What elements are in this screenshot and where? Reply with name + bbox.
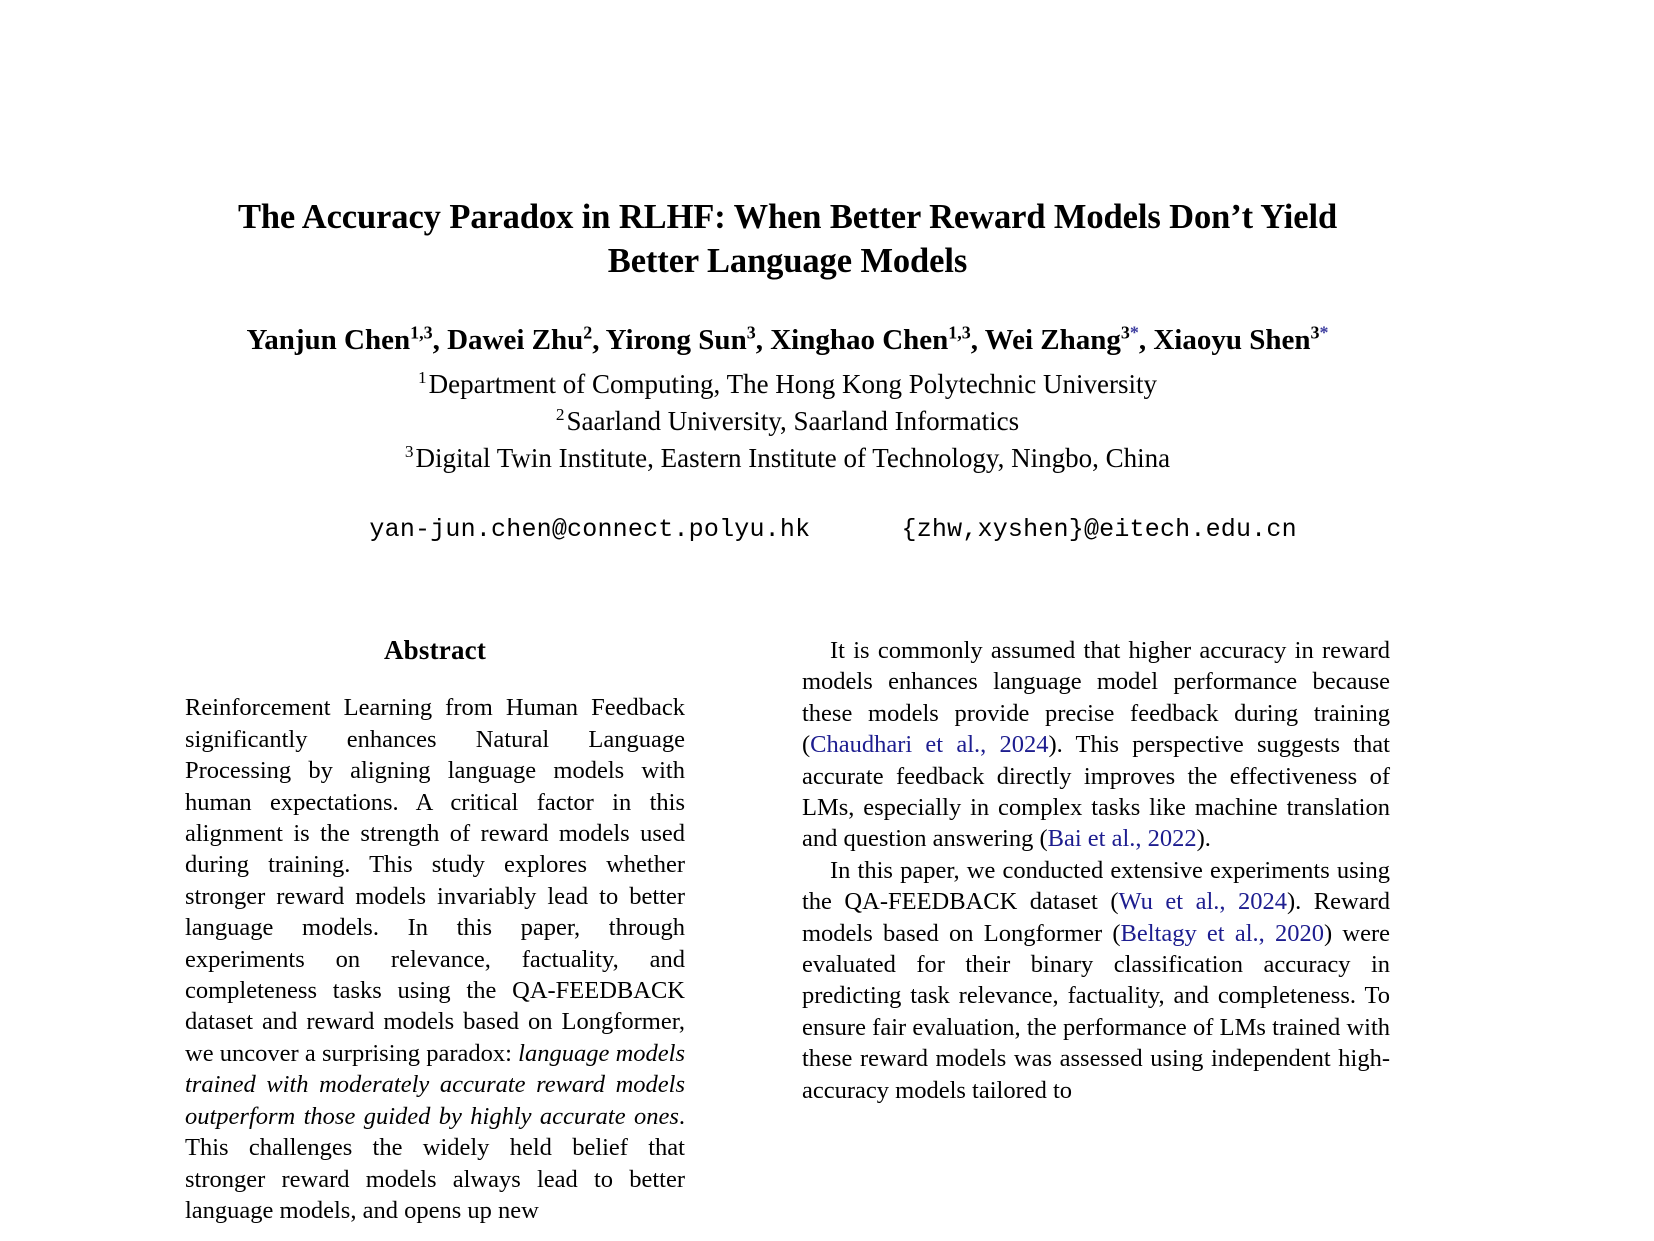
- affiliation-3: [185, 440, 1390, 477]
- email-left[interactable]: yan-jun.chen@connect.polyu.hk: [369, 515, 811, 544]
- email-right[interactable]: {zhw,xyshen}@eitech.edu.cn: [901, 515, 1297, 544]
- affiliation-marker-1: 1: [417, 368, 427, 387]
- abstract-column: [185, 635, 685, 1226]
- body-columns: [185, 635, 1390, 1226]
- affiliation-marker-2: 2: [555, 405, 565, 424]
- abstract-body: Reinforcement Learning from Human Feedback significantly enhances Natural Language Processing by aligning language models with human expectations. A critical factor in this alignment is the strength of reward models used during training. This study explores whether stronger reward models invariably lead to better language models. In this paper, through experiments on relevance, factuality, and completeness tasks using the QA-FEEDBACK dataset and reward models based on Longformer, we uncover a surprising paradox: language models trained with moderately accurate reward models outperform those guided by highly accurate ones. This challenges the widely held belief that stronger reward models always lead to better language models, and opens up new: [185, 694, 685, 1224]
- abstract-heading: Abstract: [383, 635, 487, 665]
- introduction-column: [802, 635, 1390, 1226]
- email-gap: [810, 515, 901, 544]
- author-emails: [185, 486, 1390, 573]
- affiliation-text-1: Department of Computing, The Hong Kong Polytechnic University: [428, 369, 1158, 399]
- author-list: Yanjun Chen$^{1,3}$, Dawei Zhu$^2$, Yirong Sun$^3$, Xinghao Chen$^{1,3}$, Wei Zhang$^{3*}$, Xiaoyu Shen$^{3*}$: [246, 322, 1329, 356]
- affiliation-marker-3: 3: [404, 442, 414, 461]
- intro-paragraph-2: In this paper, we conducted extensive experiments using the QA-FEEDBACK dataset (Wu et al., 2024). Reward models based on Longformer (Beltagy et al., 2020) were evaluated for their binary classification accuracy in predicting task relevance, factuality, and completeness. To ensure fair evaluation, the performance of LMs trained with these reward models was assessed using independent high-accuracy models tailored to: [802, 856, 1390, 1104]
- page-title: [185, 195, 1390, 283]
- affiliation-text-3: Digital Twin Institute, Eastern Institute of Technology, Ningbo, China: [415, 443, 1171, 473]
- affiliation-1: [185, 366, 1390, 403]
- affiliation-list: [185, 366, 1390, 477]
- title-line-1: The Accuracy Paradox in RLHF: When Better Reward Models Don’t Yield: [237, 198, 1338, 236]
- affiliation-text-2: Saarland University, Saarland Informatics: [566, 406, 1020, 436]
- intro-paragraph-1: It is commonly assumed that higher accuracy in reward models enhances language model performance because these models provide precise feedback during training (Chaudhari et al., 2024). This perspective suggests that accurate feedback directly improves the effectiveness of LMs, especially in complex tasks like machine translation and question answering (Bai et al., 2022).: [802, 637, 1390, 853]
- title-line-2: Better Language Models: [607, 242, 968, 280]
- affiliation-2: [185, 403, 1390, 440]
- paper-content: [185, 195, 1390, 1226]
